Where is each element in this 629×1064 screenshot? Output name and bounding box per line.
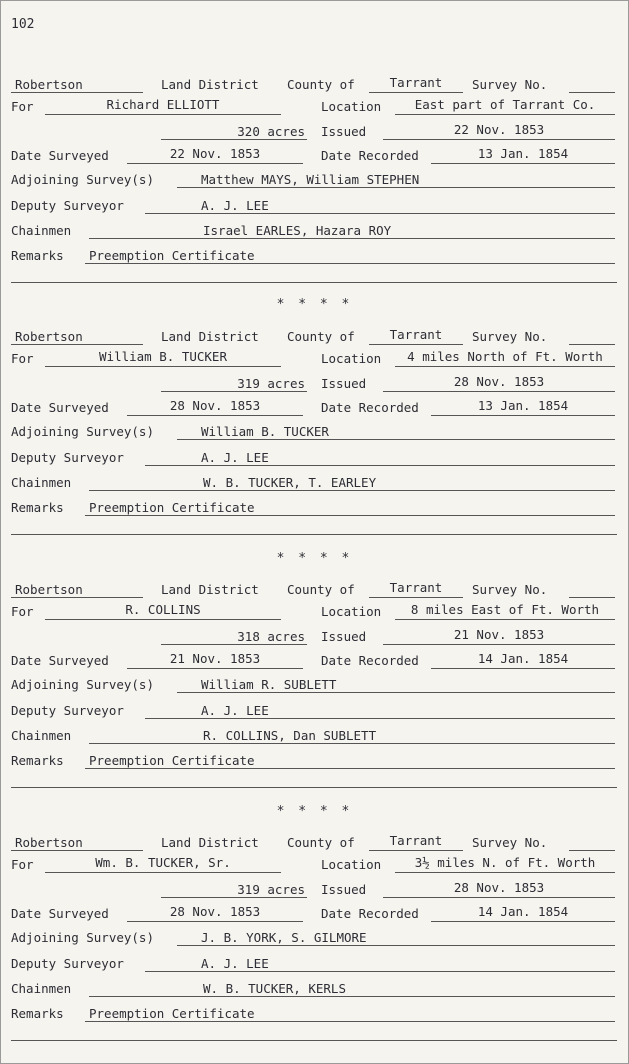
remarks-label: Remarks: [11, 500, 64, 515]
deputy-value: A. J. LEE: [145, 450, 615, 466]
acres-value: 318 acres: [161, 629, 307, 645]
acres-value: 319 acres: [161, 376, 307, 392]
deputy-value: A. J. LEE: [145, 703, 615, 719]
deputy-value: A. J. LEE: [145, 198, 615, 214]
date-surveyed-value: 21 Nov. 1853: [127, 651, 303, 669]
land-district-label: Land District: [161, 582, 259, 597]
date-recorded-value: 13 Jan. 1854: [431, 146, 615, 164]
date-surveyed-value: 28 Nov. 1853: [127, 904, 303, 922]
record-end-line: [11, 534, 617, 535]
survey-no-value: [569, 327, 615, 345]
adjoining-label: Adjoining Survey(s): [11, 677, 154, 692]
date-recorded-label: Date Recorded: [321, 653, 419, 668]
land-district-label: Land District: [161, 77, 259, 92]
remarks-label: Remarks: [11, 248, 64, 263]
for-label: For: [11, 351, 34, 366]
date-recorded-value: 14 Jan. 1854: [431, 651, 615, 669]
for-label: For: [11, 99, 34, 114]
location-value: 3½ miles N. of Ft. Worth: [395, 855, 615, 873]
date-recorded-label: Date Recorded: [321, 400, 419, 415]
county-of-label: County of: [287, 582, 355, 597]
survey-no-value: [569, 833, 615, 851]
deputy-label: Deputy Surveyor: [11, 956, 124, 971]
issued-value: 22 Nov. 1853: [383, 122, 615, 140]
land-district-label: Land District: [161, 329, 259, 344]
survey-record-2: [11, 327, 617, 547]
district-value: Robertson: [11, 582, 143, 598]
county-value: Tarrant: [369, 580, 463, 598]
date-recorded-label: Date Recorded: [321, 148, 419, 163]
chainmen-label: Chainmen: [11, 223, 72, 238]
survey-record-4: [11, 833, 617, 1053]
survey-record-3: [11, 580, 617, 800]
date-surveyed-label: Date Surveyed: [11, 400, 109, 415]
date-surveyed-value: 28 Nov. 1853: [127, 398, 303, 416]
location-label: Location: [321, 351, 382, 366]
survey-no-value: [569, 75, 615, 93]
date-surveyed-label: Date Surveyed: [11, 148, 109, 163]
date-recorded-value: 13 Jan. 1854: [431, 398, 615, 416]
location-value: 4 miles North of Ft. Worth: [395, 349, 615, 367]
date-surveyed-label: Date Surveyed: [11, 653, 109, 668]
district-value: Robertson: [11, 835, 143, 851]
chainmen-value: W. B. TUCKER, KERLS: [89, 981, 615, 997]
remarks-value: Preemption Certificate: [85, 248, 615, 264]
date-surveyed-value: 22 Nov. 1853: [127, 146, 303, 164]
chainmen-label: Chainmen: [11, 981, 72, 996]
adjoining-label: Adjoining Survey(s): [11, 424, 154, 439]
issued-label: Issued: [321, 882, 367, 897]
for-label: For: [11, 604, 34, 619]
remarks-label: Remarks: [11, 1006, 64, 1021]
chainmen-value: Israel EARLES, Hazara ROY: [89, 223, 615, 239]
for-value: Wm. B. TUCKER, Sr.: [45, 855, 281, 873]
location-value: 8 miles East of Ft. Worth: [395, 602, 615, 620]
adjoining-value: J. B. YORK, S. GILMORE: [177, 930, 615, 946]
deputy-value: A. J. LEE: [145, 956, 615, 972]
issued-value: 28 Nov. 1853: [383, 374, 615, 392]
location-label: Location: [321, 99, 382, 114]
acres-value: 320 acres: [161, 124, 307, 140]
survey-record-1: [11, 75, 617, 295]
adjoining-value: William B. TUCKER: [177, 424, 615, 440]
issued-label: Issued: [321, 124, 367, 139]
record-end-line: [11, 1040, 617, 1041]
survey-no-value: [569, 580, 615, 598]
county-of-label: County of: [287, 77, 355, 92]
survey-no-label: Survey No.: [472, 835, 548, 850]
record-end-line: [11, 282, 617, 283]
survey-no-label: Survey No.: [472, 582, 548, 597]
county-value: Tarrant: [369, 327, 463, 345]
location-value: East part of Tarrant Co.: [395, 97, 615, 115]
chainmen-label: Chainmen: [11, 475, 72, 490]
remarks-value: Preemption Certificate: [85, 500, 615, 516]
for-value: Richard ELLIOTT: [45, 97, 281, 115]
adjoining-label: Adjoining Survey(s): [11, 172, 154, 187]
land-district-label: Land District: [161, 835, 259, 850]
adjoining-value: William R. SUBLETT: [177, 677, 615, 693]
acres-value: 319 acres: [161, 882, 307, 898]
deputy-label: Deputy Surveyor: [11, 198, 124, 213]
date-recorded-value: 14 Jan. 1854: [431, 904, 615, 922]
for-value: William B. TUCKER: [45, 349, 281, 367]
deputy-label: Deputy Surveyor: [11, 703, 124, 718]
record-end-line: [11, 787, 617, 788]
deputy-label: Deputy Surveyor: [11, 450, 124, 465]
for-value: R. COLLINS: [45, 602, 281, 620]
for-label: For: [11, 857, 34, 872]
date-recorded-label: Date Recorded: [321, 906, 419, 921]
survey-no-label: Survey No.: [472, 329, 548, 344]
issued-value: 28 Nov. 1853: [383, 880, 615, 898]
date-surveyed-label: Date Surveyed: [11, 906, 109, 921]
chainmen-value: W. B. TUCKER, T. EARLEY: [89, 475, 615, 491]
adjoining-label: Adjoining Survey(s): [11, 930, 154, 945]
issued-label: Issued: [321, 629, 367, 644]
district-value: Robertson: [11, 77, 143, 93]
record-separator: * * * *: [276, 297, 353, 312]
county-of-label: County of: [287, 329, 355, 344]
remarks-value: Preemption Certificate: [85, 753, 615, 769]
location-label: Location: [321, 857, 382, 872]
remarks-label: Remarks: [11, 753, 64, 768]
county-value: Tarrant: [369, 75, 463, 93]
record-separator: * * * *: [276, 804, 353, 819]
record-separator: * * * *: [276, 551, 353, 566]
remarks-value: Preemption Certificate: [85, 1006, 615, 1022]
location-label: Location: [321, 604, 382, 619]
issued-value: 21 Nov. 1853: [383, 627, 615, 645]
district-value: Robertson: [11, 329, 143, 345]
page-number: 102: [11, 17, 35, 32]
issued-label: Issued: [321, 376, 367, 391]
county-of-label: County of: [287, 835, 355, 850]
county-value: Tarrant: [369, 833, 463, 851]
adjoining-value: Matthew MAYS, William STEPHEN: [177, 172, 615, 188]
chainmen-label: Chainmen: [11, 728, 72, 743]
chainmen-value: R. COLLINS, Dan SUBLETT: [89, 728, 615, 744]
survey-no-label: Survey No.: [472, 77, 548, 92]
